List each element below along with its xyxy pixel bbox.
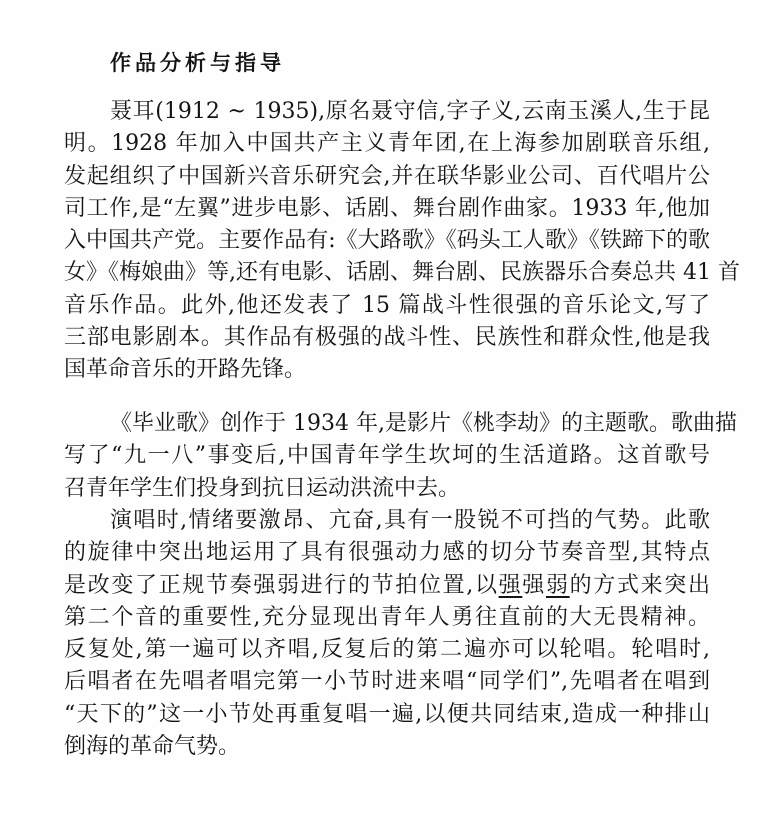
text-line: “天下的”这一小节处再重复唱一遍,以便共同结束,造成一种排山	[64, 701, 710, 727]
paragraph-biography	[64, 96, 740, 387]
text-segment: 强	[522, 572, 546, 598]
text-line: 《毕业歌》创作于 1934 年,是影片《桃李劫》的主题歌。歌曲描	[110, 411, 737, 436]
text-segment: 的方式来突出	[569, 572, 710, 598]
text-line: 演唱时,情绪要激昂、亢奋,具有一股锐不可挡的气势。此歌	[110, 508, 710, 533]
text-line: 聂耳(1912 ~ 1935),原名聂守信,字子义,云南玉溪人,生于昆	[110, 99, 710, 124]
section-heading: 作品分析与指导	[110, 51, 285, 75]
text-segment: 是改变了正规节奏强弱进行的节拍位置,以	[64, 572, 499, 598]
text-line: 后唱者在先唱者唱完第一小节时进来唱“同学们”,先唱者在唱到	[64, 669, 710, 695]
text-line: 入中国共产党。主要作品有:《大路歌》《码头工人歌》《铁蹄下的歌	[64, 228, 710, 254]
text-line: 司工作,是“左翼”进步电影、话剧、舞台剧作曲家。1933 年,他加	[64, 195, 710, 221]
paragraph-performance-guidance	[64, 505, 710, 763]
text-line: 明。1928 年加入中国共产主义青年团,在上海参加剧联音乐组,	[64, 131, 710, 157]
underlined-weak-beat: 弱	[545, 572, 570, 598]
text-line: 第二个音的重要性,充分显现出青年人勇往直前的大无畏精神。	[64, 604, 710, 630]
text-line: 倒海的革命气势。	[64, 734, 241, 760]
underlined-strong-beat: 强	[498, 572, 523, 598]
text-line: 反复处,第一遍可以齐唱,反复后的第二遍亦可以轮唱。轮唱时,	[64, 637, 710, 663]
text-line: 召青年学生们投身到抗日运动洪流中去。	[64, 475, 461, 501]
text-line: 发起组织了中国新兴音乐研究会,并在联华影业公司、百代唱片公	[64, 163, 710, 189]
text-line: 写了“九一八”事变后,中国青年学生坎坷的生活道路。这首歌号	[64, 443, 710, 469]
text-line: 三部电影剧本。其作品有极强的战斗性、民族性和群众性,他是我	[64, 325, 710, 351]
paragraph-song-background	[64, 408, 737, 505]
text-line: 音乐作品。此外,他还发表了 15 篇战斗性很强的音乐论文,写了	[64, 292, 710, 318]
text-line: 女》《梅娘曲》等,还有电影、话剧、舞台剧、民族器乐合奏总共 41 首	[64, 260, 740, 286]
text-line: 的旋律中突出地运用了具有很强动力感的切分节奏音型,其特点	[64, 540, 710, 566]
text-line-with-underline	[64, 570, 710, 602]
text-line: 国革命音乐的开路先锋。	[64, 357, 307, 383]
